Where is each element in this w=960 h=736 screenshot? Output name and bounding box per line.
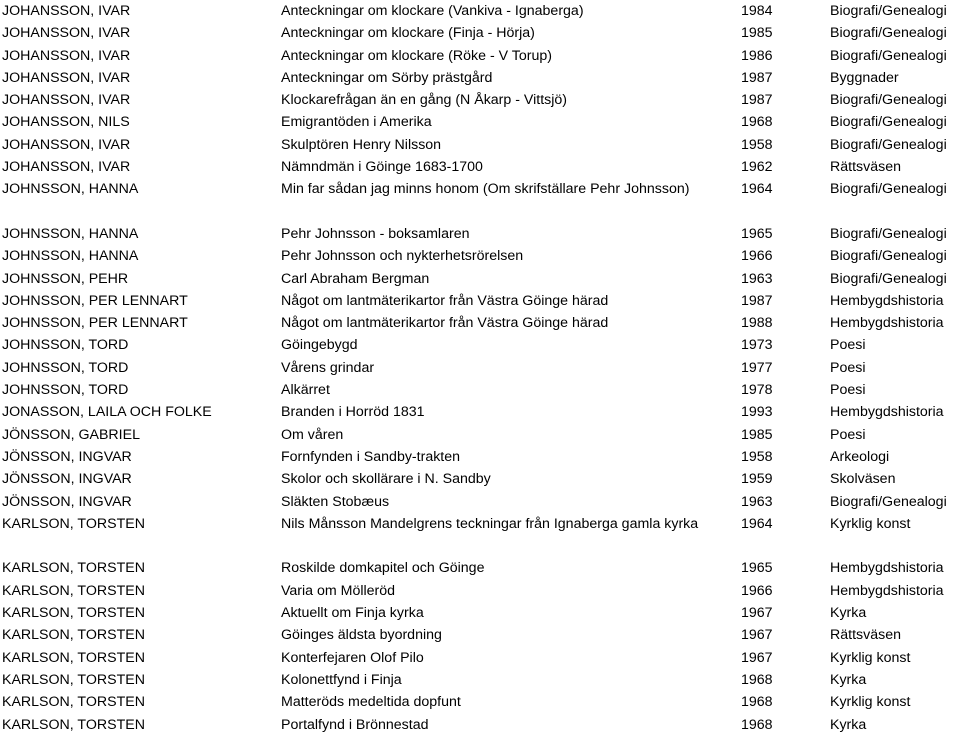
category-cell: Biografi/Genealogi <box>830 136 947 153</box>
year-cell: 1965 <box>741 560 773 577</box>
title-cell: Kolonettfynd i Finja <box>281 671 402 688</box>
category-cell: Arkeologi <box>830 448 890 465</box>
title-cell: Fornfynden i Sandby-trakten <box>281 448 461 465</box>
title-cell: Emigrantöden i Amerika <box>281 114 432 131</box>
author-cell: KARLSON, TORSTEN <box>2 649 145 666</box>
title-cell: Skolor och skollärare i N. Sandby <box>281 471 491 488</box>
row-spacer <box>0 535 960 557</box>
author-cell: JOHANSSON, IVAR <box>2 92 131 109</box>
title-cell: Vårens grindar <box>281 359 375 376</box>
title-cell: Något om lantmäterikartor från Västra Göinge härad <box>281 292 609 309</box>
table-row <box>0 134 960 156</box>
year-cell: 1967 <box>741 627 773 644</box>
table-row <box>0 357 960 379</box>
title-cell: Aktuellt om Finja kyrka <box>281 605 424 622</box>
table-row <box>0 245 960 267</box>
author-cell: KARLSON, TORSTEN <box>2 627 145 644</box>
year-cell: 1958 <box>741 136 773 153</box>
title-cell: Konterfejaren Olof Pilo <box>281 649 424 666</box>
table-row <box>0 22 960 44</box>
category-cell: Biografi/Genealogi <box>830 248 947 265</box>
category-cell: Byggnader <box>830 69 899 86</box>
title-cell: Nämndmän i Göinge 1683-1700 <box>281 159 483 176</box>
title-cell: Klockarefrågan än en gång (N Åkarp - Vittsjö) <box>281 92 568 109</box>
category-cell: Biografi/Genealogi <box>830 493 947 510</box>
author-cell: JONASSON, LAILA OCH FOLKE <box>2 404 212 421</box>
author-cell: JOHNSSON, PER LENNART <box>2 315 188 332</box>
category-cell: Poesi <box>830 359 866 376</box>
year-cell: 1977 <box>741 359 773 376</box>
title-cell: Branden i Horröd 1831 <box>281 404 425 421</box>
category-cell: Poesi <box>830 382 866 399</box>
category-cell: Poesi <box>830 337 866 354</box>
year-cell: 1987 <box>741 292 773 309</box>
year-cell: 1985 <box>741 25 773 42</box>
category-cell: Skolväsen <box>830 471 896 488</box>
year-cell: 1984 <box>741 3 773 19</box>
table-row <box>0 111 960 133</box>
table-row <box>0 89 960 111</box>
category-cell: Hembygdshistoria <box>830 315 944 332</box>
title-cell: Göingebygd <box>281 337 358 354</box>
category-cell: Kyrka <box>830 671 867 688</box>
category-cell: Hembygdshistoria <box>830 292 944 309</box>
author-cell: JÖNSSON, INGVAR <box>2 471 132 488</box>
title-cell: Roskilde domkapitel och Göinge <box>281 560 485 577</box>
year-cell: 1973 <box>741 337 773 354</box>
title-cell: Skulptören Henry Nilsson <box>281 136 442 153</box>
year-cell: 1993 <box>741 404 773 421</box>
author-cell: KARLSON, TORSTEN <box>2 605 145 622</box>
category-cell: Kyrklig konst <box>830 515 911 532</box>
title-cell: Anteckningar om klockare (Röke - V Torup) <box>281 47 552 64</box>
year-cell: 1968 <box>741 694 773 711</box>
year-cell: 1964 <box>741 515 773 532</box>
table-row <box>0 691 960 713</box>
author-cell: JOHANSSON, IVAR <box>2 25 131 42</box>
author-cell: JOHNSSON, HANNA <box>2 248 139 265</box>
title-cell: Anteckningar om klockare (Vankiva - Ignaberga) <box>281 3 584 19</box>
title-cell: Pehr Johnsson och nykterhetsrörelsen <box>281 248 524 265</box>
table-row <box>0 268 960 290</box>
title-cell: Släkten Stobæus <box>281 493 390 510</box>
year-cell: 1986 <box>741 47 773 64</box>
author-cell: JOHNSSON, HANNA <box>2 181 139 198</box>
year-cell: 1967 <box>741 605 773 622</box>
table-row <box>0 557 960 579</box>
author-cell: JOHANSSON, IVAR <box>2 3 131 19</box>
table-row <box>0 178 960 200</box>
title-cell: Nils Månsson Mandelgrens teckningar från Ignaberga gamla kyrka <box>281 515 699 532</box>
category-cell: Rättsväsen <box>830 627 901 644</box>
year-cell: 1966 <box>741 582 773 599</box>
table-row <box>0 67 960 89</box>
table-row <box>0 513 960 535</box>
author-cell: KARLSON, TORSTEN <box>2 582 145 599</box>
author-cell: KARLSON, TORSTEN <box>2 694 145 711</box>
year-cell: 1963 <box>741 270 773 287</box>
table-row <box>0 468 960 490</box>
author-cell: JOHANSSON, IVAR <box>2 47 131 64</box>
year-cell: 1967 <box>741 649 773 666</box>
category-cell: Biografi/Genealogi <box>830 225 947 242</box>
title-cell: Min far sådan jag minns honom (Om skrifställare Pehr Johnsson) <box>281 181 690 198</box>
author-cell: KARLSON, TORSTEN <box>2 671 145 688</box>
author-cell: KARLSON, TORSTEN <box>2 515 145 532</box>
category-cell: Hembygdshistoria <box>830 560 944 577</box>
author-cell: KARLSON, TORSTEN <box>2 560 145 577</box>
title-cell: Anteckningar om Sörby prästgård <box>281 69 493 86</box>
table-row <box>0 45 960 67</box>
category-cell: Biografi/Genealogi <box>830 47 947 64</box>
year-cell: 1963 <box>741 493 773 510</box>
year-cell: 1959 <box>741 471 773 488</box>
author-cell: JOHANSSON, IVAR <box>2 136 131 153</box>
year-cell: 1987 <box>741 92 773 109</box>
table-row <box>0 290 960 312</box>
category-cell: Kyrklig konst <box>830 649 911 666</box>
table-row <box>0 379 960 401</box>
title-cell: Portalfynd i Brönnestad <box>281 716 429 733</box>
title-cell: Alkärret <box>281 382 330 399</box>
category-cell: Biografi/Genealogi <box>830 114 947 131</box>
year-cell: 1968 <box>741 716 773 733</box>
author-cell: JOHNSSON, PEHR <box>2 270 129 287</box>
author-cell: JOHNSSON, HANNA <box>2 225 139 242</box>
table-row <box>0 156 960 178</box>
title-cell: Om våren <box>281 426 344 443</box>
table-row <box>0 714 960 736</box>
category-cell: Biografi/Genealogi <box>830 25 947 42</box>
author-cell: JOHANSSON, IVAR <box>2 69 131 86</box>
title-cell: Matteröds medeltida dopfunt <box>281 694 461 711</box>
author-cell: JOHNSSON, PER LENNART <box>2 292 188 309</box>
category-cell: Kyrklig konst <box>830 694 911 711</box>
table-row <box>0 0 960 22</box>
category-cell: Kyrka <box>830 605 867 622</box>
year-cell: 1988 <box>741 315 773 332</box>
category-cell: Biografi/Genealogi <box>830 92 947 109</box>
table-row <box>0 424 960 446</box>
category-cell: Rättsväsen <box>830 159 901 176</box>
year-cell: 1965 <box>741 225 773 242</box>
category-cell: Biografi/Genealogi <box>830 181 947 198</box>
author-cell: JOHNSSON, TORD <box>2 359 129 376</box>
category-cell: Hembygdshistoria <box>830 404 944 421</box>
table-row <box>0 580 960 602</box>
category-cell: Poesi <box>830 426 866 443</box>
author-cell: JÖNSSON, INGVAR <box>2 493 132 510</box>
table-row <box>0 312 960 334</box>
table-row <box>0 647 960 669</box>
table-row <box>0 669 960 691</box>
author-cell: JOHANSSON, NILS <box>2 114 130 131</box>
year-cell: 1962 <box>741 159 773 176</box>
author-cell: JÖNSSON, GABRIEL <box>2 426 140 443</box>
year-cell: 1985 <box>741 426 773 443</box>
table-row <box>0 491 960 513</box>
year-cell: 1987 <box>741 69 773 86</box>
author-cell: JOHNSSON, TORD <box>2 337 129 354</box>
author-cell: JOHNSSON, TORD <box>2 382 129 399</box>
table-row <box>0 602 960 624</box>
title-cell: Anteckningar om klockare (Finja - Hörja) <box>281 25 535 42</box>
year-cell: 1968 <box>741 114 773 131</box>
category-cell: Biografi/Genealogi <box>830 3 947 19</box>
table-row <box>0 401 960 423</box>
author-cell: JOHANSSON, IVAR <box>2 159 131 176</box>
category-cell: Hembygdshistoria <box>830 582 944 599</box>
table-row <box>0 446 960 468</box>
row-spacer <box>0 201 960 223</box>
title-cell: Varia om Mölleröd <box>281 582 396 599</box>
author-cell: KARLSON, TORSTEN <box>2 716 145 733</box>
title-cell: Något om lantmäterikartor från Västra Göinge härad <box>281 315 609 332</box>
table-row <box>0 334 960 356</box>
table-row <box>0 624 960 646</box>
year-cell: 1964 <box>741 181 773 198</box>
title-cell: Pehr Johnsson - boksamlaren <box>281 225 470 242</box>
category-cell: Biografi/Genealogi <box>830 270 947 287</box>
year-cell: 1978 <box>741 382 773 399</box>
category-cell: Kyrka <box>830 716 867 733</box>
year-cell: 1966 <box>741 248 773 265</box>
year-cell: 1968 <box>741 671 773 688</box>
title-cell: Göinges äldsta byordning <box>281 627 442 644</box>
author-cell: JÖNSSON, INGVAR <box>2 448 132 465</box>
title-cell: Carl Abraham Bergman <box>281 270 430 287</box>
table-row <box>0 223 960 245</box>
year-cell: 1958 <box>741 448 773 465</box>
